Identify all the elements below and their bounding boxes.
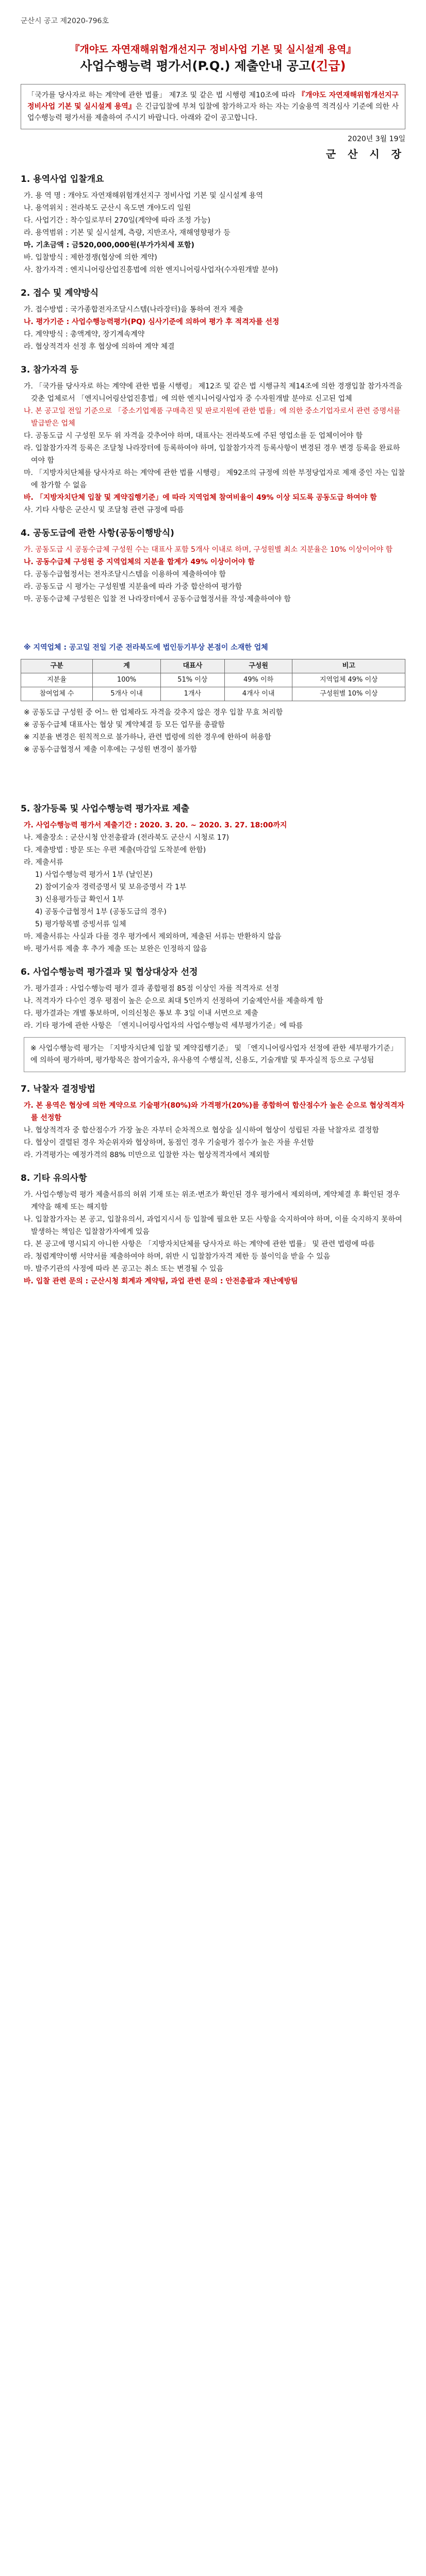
table-cell: 지분율 xyxy=(21,673,93,687)
list-item: 라. 협상적격자 선정 후 협상에 의하여 계약 체결 xyxy=(24,343,175,351)
list-item: 바. 「지방자치단체 입찰 및 계약집행기준」에 따라 지역업체 참여비율이 49% 이상 되도록 공동도급 하여야 함 xyxy=(24,494,377,502)
note-text: ※ 지역업체 : 공고일 전일 기준 전라북도에 법인등기부상 본점이 소재한 업체 xyxy=(24,643,268,652)
list-item: 가. 접수방법 : 국가종합전자조달시스템(나라장터)을 통하여 전자 제출 xyxy=(24,306,243,314)
list-item: 다. 제출방법 : 방문 또는 우편 제출(마감일 도착분에 한함) xyxy=(24,846,206,854)
section-overview xyxy=(21,174,405,276)
note-text: ※ 공동수급체 대표사는 협상 및 계약체결 등 모든 업무를 총괄함 xyxy=(24,721,225,729)
list-item: 다. 계약방식 : 총액계약, 장기계속계약 xyxy=(24,330,145,338)
section-heading: 2. 접수 및 계약방식 xyxy=(21,288,99,298)
list-item: 마. 기초금액 : 금520,000,000원(부가가치세 포함) xyxy=(24,241,194,249)
section-heading: 1. 용역사업 입찰개요 xyxy=(21,174,104,184)
section-heading: 7. 낙찰자 결정방법 xyxy=(21,1084,96,1094)
notice-title-main-text: 사업수행능력 평가서(P.Q.) 제출안내 공고 xyxy=(80,59,311,73)
table-cell: 지역업체 49% 이상 xyxy=(292,673,405,687)
list-item: 나. 입찰참가자는 본 공고, 입찰유의서, 과업지시서 등 입찰에 필요한 모든 사항을 숙지하여야 하며, 이를 숙지하지 못하여 발생하는 책임은 입찰참가자에게 있음 xyxy=(24,1215,402,1236)
list-item: 라. 공동도급 시 평가는 구성원별 지분율에 따라 가중 합산하여 평가함 xyxy=(24,583,242,591)
list-item: 다. 공동도급 시 구성원 모두 위 자격을 갖추어야 하며, 대표사는 전라북도에 주된 영업소를 둔 업체이어야 함 xyxy=(24,432,363,440)
note-text: ※ 지분율 변경은 원칙적으로 불가하나, 관련 법령에 의한 경우에 한하여 허용함 xyxy=(24,733,271,741)
notice-number: 군산시 공고 제2020-796호 xyxy=(21,17,109,25)
table-cell: 4개사 이내 xyxy=(224,687,292,701)
notice-date: 2020년 3월 19일 xyxy=(348,135,405,143)
intro-box xyxy=(21,84,405,129)
list-item: 라. 가격평가는 예정가격의 88% 미만으로 입찰한 자는 협상적격자에서 제외함 xyxy=(24,1151,270,1159)
section-eligibility xyxy=(21,364,405,516)
section-evaluation-submission xyxy=(21,803,405,955)
list-item: 가. 용 역 명 : 개야도 자연재해위험개선지구 정비사업 기본 및 실시설계 용역 xyxy=(24,192,263,200)
list-item: 나. 용역위치 : 전라북도 군산시 옥도면 개야도리 일원 xyxy=(24,204,191,212)
table-cell: 51% 이상 xyxy=(160,673,224,687)
table-header: 비고 xyxy=(292,659,405,673)
list-item: 가. 사업수행능력 평가 제출서류의 허위 기재 또는 위조·변조가 확인된 경우 평가에서 제외하며, 계약체결 후 확인된 경우 계약을 해제 또는 해지함 xyxy=(24,1191,400,1211)
section-evaluation-result xyxy=(21,967,405,1072)
list-item: 마. 제출서류는 사실과 다를 경우 평가에서 제외하며, 제출된 서류는 반환하지 않음 xyxy=(24,933,282,941)
list-item: 라. 입찰참가자격 등록은 조달청 나라장터에 등록하여야 하며, 입찰참가자격 등록사항이 변경된 경우 변경 등록을 완료하여야 함 xyxy=(24,444,400,465)
section-heading: 3. 참가자격 등 xyxy=(21,365,79,375)
table-header: 구분 xyxy=(21,659,93,673)
table-cell: 참여업체 수 xyxy=(21,687,93,701)
list-item: 라. 청렴계약이행 서약서를 제출하여야 하며, 위반 시 입찰참가자격 제한 등 불이익을 받을 수 있음 xyxy=(24,1252,331,1261)
list-item: 다. 평가결과는 개별 통보하며, 이의신청은 통보 후 3일 이내 서면으로 제출 xyxy=(24,1009,258,1018)
list-item: 라. 기타 평가에 관한 사항은 「엔지니어링사업자의 사업수행능력 세부평가기준」에 따름 xyxy=(24,1022,303,1030)
list-item: 나. 제출장소 : 군산시청 안전총괄과 (전라북도 군산시 시청로 17) xyxy=(24,834,230,842)
table-header: 대표사 xyxy=(160,659,224,673)
list-item: 나. 공동수급체 구성원 중 지역업체의 지분율 합계가 49% 이상이어야 함 xyxy=(24,558,255,566)
list-item: 사. 기타 사항은 군산시 및 조달청 관련 규정에 따름 xyxy=(24,506,184,514)
table-cell: 100% xyxy=(93,673,161,687)
list-item: 바. 평가서류 제출 후 추가 제출 또는 보완은 인정하지 않음 xyxy=(24,945,207,953)
list-item: 나. 본 공고일 전일 기준으로 「중소기업제품 구매촉진 및 판로지원에 관한 법률」에 의한 중소기업자로서 관련 증명서를 발급받은 업체 xyxy=(24,407,401,428)
list-item: 라. 용역범위 : 기본 및 실시설계, 측량, 지반조사, 재해영향평가 등 xyxy=(24,229,231,237)
section-heading: 8. 기타 유의사항 xyxy=(21,1173,87,1183)
notice-issuer: 군 산 시 장 xyxy=(325,148,405,160)
intro-text-a: 「국가를 당사자로 하는 계약에 관한 법률」 제7조 및 같은 법 시행령 제10조에 따라 xyxy=(27,91,298,99)
section-award-method xyxy=(21,1083,405,1161)
intro-text-project: 『개야도 자연재해위험개선지구 정비사업 기본 및 실시설계 용역』 xyxy=(27,91,399,111)
section-joint-contract xyxy=(21,528,405,756)
list-item: 3) 신용평가등급 확인서 1부 xyxy=(35,895,124,904)
list-item: 가. 「국가를 당사자로 하는 계약에 관한 법률 시행령」 제12조 및 같은 법 시행규칙 제14조에 의한 경쟁입찰 참가자격을 갖춘 업체로서 「엔지니어링산업진흥법」에 의한 엔지니어링사업자 중 수자원개발 분야로 신고된 업체 xyxy=(24,382,403,403)
table-row xyxy=(21,687,405,701)
list-item: 사. 참가자격 : 엔지니어링산업진흥법에 의한 엔지니어링사업자(수자원개발 분야) xyxy=(24,266,278,274)
share-ratio-table xyxy=(21,659,405,701)
table-cell: 구성원별 10% 이상 xyxy=(292,687,405,701)
table-row xyxy=(21,673,405,687)
notice-title-main xyxy=(21,57,405,75)
table-header: 구성원 xyxy=(224,659,292,673)
list-item: 마. 「지방자치단체를 당사자로 하는 계약에 관한 법률 시행령」 제92조의 규정에 의한 부정당업자로 제재 중인 자는 입찰에 참가할 수 없음 xyxy=(24,469,405,489)
list-item: 가. 공동도급 시 공동수급체 구성원 수는 대표사 포함 5개사 이내로 하며, 구성원별 최소 지분율은 10% 이상이어야 함 xyxy=(24,546,393,554)
list-item: 다. 협상이 결렬된 경우 차순위자와 협상하며, 동점인 경우 기술평가 점수가 높은 자를 우선함 xyxy=(24,1139,314,1147)
list-item: 마. 발주기관의 사정에 따라 본 공고는 취소 또는 변경될 수 있음 xyxy=(24,1265,224,1273)
list-item: 5) 평가항목별 증빙서류 일체 xyxy=(35,920,126,928)
table-header: 계 xyxy=(93,659,161,673)
list-item: 나. 평가기준 : 사업수행능력평가(PQ) 심사기준에 의하여 평가 후 적격자를 선정 xyxy=(24,318,280,326)
list-item: 4) 공동수급협정서 1부 (공동도급의 경우) xyxy=(35,908,167,916)
notice-title-project: 『개야도 자연재해위험개선지구 정비사업 기본 및 실시설계 용역』 xyxy=(70,44,356,55)
intro-text-b: 은 긴급입찰에 부쳐 입찰에 참가하고자 하는 자는 기술용역 적격심사 기준에 의한 사업수행능력 평가서를 제출하여 주시기 바랍니다. 아래와 같이 공고합니다. xyxy=(27,103,399,122)
list-item: 다. 사업기간 : 착수일로부터 270일(계약에 따라 조정 가능) xyxy=(24,216,210,225)
list-item: 나. 협상적격자 중 합산점수가 가장 높은 자부터 순차적으로 협상을 실시하여 협상이 성립된 자를 낙찰자로 결정함 xyxy=(24,1126,379,1134)
table-cell: 5개사 이내 xyxy=(93,687,161,701)
list-item: 라. 제출서류 xyxy=(24,858,63,867)
table-cell: 1개사 xyxy=(160,687,224,701)
list-item: 나. 적격자가 다수인 경우 평점이 높은 순으로 최대 5인까지 선정하여 기술제안서를 제출하게 함 xyxy=(24,997,323,1005)
list-item: 1) 사업수행능력 평가서 1부 (날인본) xyxy=(35,871,153,879)
note-text: ※ 공동수급협정서 제출 이후에는 구성원 변경이 불가함 xyxy=(24,745,197,754)
list-item: 가. 사업수행능력 평가서 제출기간 : 2020. 3. 20. ~ 2020. 3. 27. 18:00까지 xyxy=(24,821,287,829)
notice-title-urgent: (긴급) xyxy=(310,59,346,73)
list-item: 다. 본 공고에 명시되지 아니한 사항은 「지방자치단체를 당사자로 하는 계약에 관한 법률」 및 관련 법령에 따름 xyxy=(24,1240,375,1248)
section-heading: 5. 참가등록 및 사업수행능력 평가자료 제출 xyxy=(21,804,190,814)
list-item: 마. 공동수급체 구성원은 입찰 전 나라장터에서 공동수급협정서를 작성·제출하여야 함 xyxy=(24,595,291,603)
list-item: 가. 평가결과 : 사업수행능력 평가 결과 종합평점 85점 이상인 자를 적격자로 선정 xyxy=(24,985,280,993)
section-heading: 6. 사업수행능력 평가결과 및 협상대상자 선정 xyxy=(21,967,198,977)
note-text: ※ 공동도급 구성원 중 어느 한 업체라도 자격을 갖추지 않은 경우 입찰 무효 처리함 xyxy=(24,708,283,717)
section-other-notes xyxy=(21,1173,405,1287)
list-item: 다. 공동수급협정서는 전자조달시스템을 이용하여 제출하여야 함 xyxy=(24,570,226,579)
list-item: 2) 참여기술자 경력증명서 및 보유증명서 각 1부 xyxy=(35,883,187,891)
list-item: 가. 본 용역은 협상에 의한 계약으로 기술평가(80%)와 가격평가(20%)를 종합하여 합산점수가 높은 순으로 협상적격자를 선정함 xyxy=(24,1101,404,1122)
list-item: 바. 입찰 관련 문의 : 군산시청 회계과 계약팀, 과업 관련 문의 : 안전총괄과 재난예방팀 xyxy=(24,1277,298,1285)
section-submission-contract xyxy=(21,287,405,353)
evaluation-note-box: ※ 사업수행능력 평가는 「지방자치단체 입찰 및 계약집행기준」 및 「엔지니어링사업자 선정에 관한 세부평가기준」에 의하여 평가하며, 평가항목은 참여기술자, 유사용역 수행실적, 신용도, 기술개발 및 투자실적 등으로 구성됨 xyxy=(24,1037,405,1072)
section-heading: 4. 공동도급에 관한 사항(공동이행방식) xyxy=(21,528,174,538)
list-item: 바. 입찰방식 : 제한경쟁(협상에 의한 계약) xyxy=(24,253,157,262)
table-cell: 49% 이하 xyxy=(224,673,292,687)
